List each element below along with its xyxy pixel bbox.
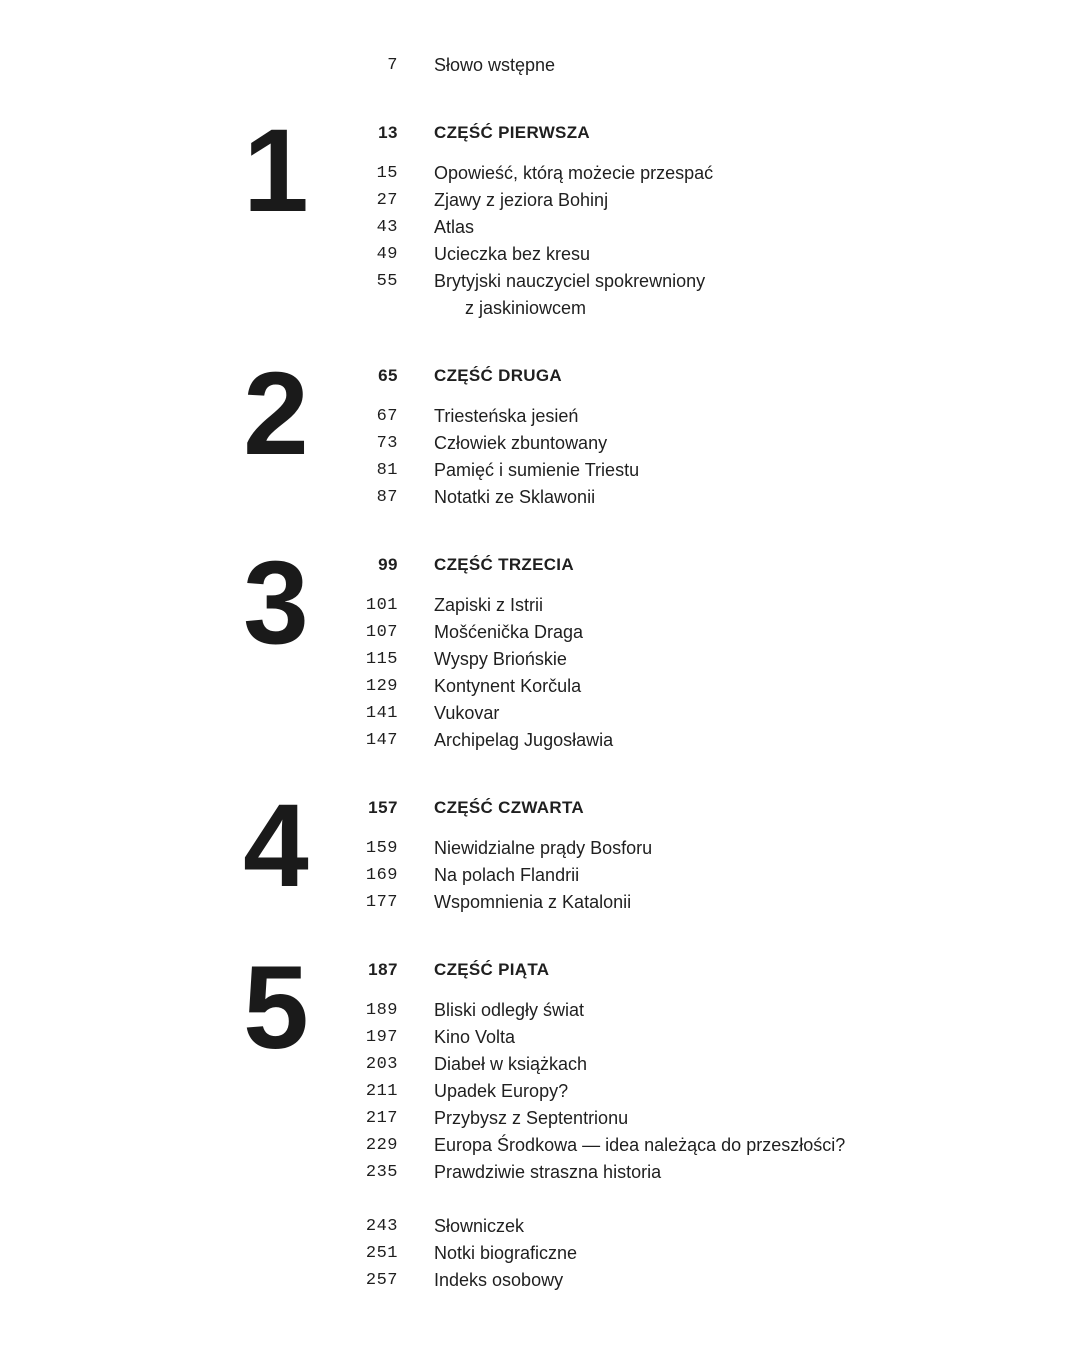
part-title: CZĘŚĆ CZWARTA bbox=[434, 798, 584, 817]
toc-entry bbox=[0, 214, 1080, 241]
part-numeral-5: 5 bbox=[243, 942, 309, 1074]
toc-entry-preface bbox=[0, 52, 1080, 79]
entry-title: Upadek Europy? bbox=[434, 1081, 569, 1101]
page-number: 65 bbox=[378, 366, 398, 385]
page-number: 217 bbox=[365, 1109, 398, 1128]
page-number: 115 bbox=[365, 650, 398, 669]
entry-title: Słowniczek bbox=[434, 1216, 525, 1236]
entry-title: Pamięć i sumienie Triestu bbox=[434, 460, 640, 480]
page-number: 87 bbox=[376, 488, 398, 507]
page-number: 55 bbox=[376, 272, 398, 291]
part-title: CZĘŚĆ DRUGA bbox=[434, 366, 562, 385]
entry-title: Przybysz z Septentrionu bbox=[434, 1108, 629, 1128]
page-number: 177 bbox=[365, 893, 398, 912]
entry-title: Notatki ze Sklawonii bbox=[434, 487, 596, 507]
toc-entry bbox=[0, 997, 1080, 1024]
entry-title: Na polach Flandrii bbox=[434, 865, 580, 885]
entry-title: Archipelag Jugosławia bbox=[434, 730, 614, 750]
page-number: 243 bbox=[365, 1217, 398, 1236]
toc-entry bbox=[0, 619, 1080, 646]
page-number: 169 bbox=[365, 866, 398, 885]
page-number: 157 bbox=[368, 798, 398, 817]
toc-entry-back-matter bbox=[0, 1240, 1080, 1267]
entry-title: Człowiek zbuntowany bbox=[434, 433, 608, 453]
toc-entry bbox=[0, 592, 1080, 619]
toc-entry bbox=[0, 646, 1080, 673]
entry-title: Bliski odległy świat bbox=[434, 1000, 585, 1020]
toc-entry bbox=[0, 1105, 1080, 1132]
entry-title: Słowo wstępne bbox=[434, 55, 556, 75]
entry-title: Prawdziwie straszna historia bbox=[434, 1162, 662, 1182]
page-number: 187 bbox=[368, 960, 398, 979]
page-number: 27 bbox=[376, 191, 398, 210]
toc-entry-back-matter bbox=[0, 1267, 1080, 1294]
part-numeral-3: 3 bbox=[243, 537, 309, 669]
page-number: 15 bbox=[376, 164, 398, 183]
page-number: 7 bbox=[387, 56, 398, 75]
page-number: 197 bbox=[365, 1028, 398, 1047]
entry-title: Wspomnienia z Katalonii bbox=[434, 892, 632, 912]
part-numeral-4: 4 bbox=[243, 780, 309, 912]
toc-entry bbox=[0, 1024, 1080, 1051]
page-number: 49 bbox=[376, 245, 398, 264]
page-number: 189 bbox=[365, 1001, 398, 1020]
page-number: 107 bbox=[365, 623, 398, 642]
part-heading-1 bbox=[0, 119, 1080, 146]
entry-title: Opowieść, którą możecie przespać bbox=[434, 163, 714, 183]
entry-title: Indeks osobowy bbox=[434, 1270, 564, 1290]
toc-entry bbox=[0, 457, 1080, 484]
page-number: 251 bbox=[365, 1244, 398, 1263]
toc-entry bbox=[0, 727, 1080, 754]
toc-entry bbox=[0, 700, 1080, 727]
part-title: CZĘŚĆ PIERWSZA bbox=[434, 123, 590, 142]
entry-title: Diabeł w książkach bbox=[434, 1054, 588, 1074]
toc-entry bbox=[0, 268, 1080, 295]
page-number: 13 bbox=[378, 123, 398, 142]
toc-entry bbox=[0, 484, 1080, 511]
entry-title: Triesteńska jesień bbox=[434, 406, 579, 426]
toc-entry bbox=[0, 187, 1080, 214]
entry-title: Notki biograficzne bbox=[434, 1243, 578, 1263]
part-heading-2 bbox=[0, 362, 1080, 389]
entry-title: Atlas bbox=[434, 217, 475, 237]
toc-entry bbox=[0, 889, 1080, 916]
toc-entry bbox=[0, 862, 1080, 889]
entry-title: Mošćenička Draga bbox=[434, 622, 584, 642]
toc-entry bbox=[0, 430, 1080, 457]
page-number: 67 bbox=[376, 407, 398, 426]
toc-entry bbox=[0, 835, 1080, 862]
part-title: CZĘŚĆ TRZECIA bbox=[434, 555, 574, 574]
page-number: 235 bbox=[365, 1163, 398, 1182]
entry-title: Brytyjski nauczyciel spokrewniony bbox=[434, 271, 706, 291]
entry-title-continuation: z jaskiniowcem bbox=[465, 298, 587, 318]
entry-title: Kino Volta bbox=[434, 1027, 516, 1047]
part-title: CZĘŚĆ PIĄTA bbox=[434, 960, 550, 979]
page-number: 257 bbox=[365, 1271, 398, 1290]
entry-title: Wyspy Briońskie bbox=[434, 649, 567, 669]
part-heading-5 bbox=[0, 956, 1080, 983]
entry-title: Ucieczka bez kresu bbox=[434, 244, 591, 264]
toc-entry bbox=[0, 673, 1080, 700]
page-number: 99 bbox=[378, 555, 398, 574]
entry-title: Vukovar bbox=[434, 703, 500, 723]
part-heading-3 bbox=[0, 551, 1080, 578]
toc-entry bbox=[0, 1078, 1080, 1105]
entry-title: Zapiski z Istrii bbox=[434, 595, 544, 615]
toc-entry bbox=[0, 160, 1080, 187]
page-number: 229 bbox=[365, 1136, 398, 1155]
toc-entry bbox=[0, 241, 1080, 268]
entry-title: Niewidzialne prądy Bosforu bbox=[434, 838, 653, 858]
part-numeral-2: 2 bbox=[243, 348, 309, 480]
page-number: 203 bbox=[365, 1055, 398, 1074]
toc-entry bbox=[0, 1159, 1080, 1186]
page-number: 43 bbox=[376, 218, 398, 237]
entry-title: Kontynent Korčula bbox=[434, 676, 582, 696]
page-number: 73 bbox=[376, 434, 398, 453]
page-number: 129 bbox=[365, 677, 398, 696]
toc-entry-continuation bbox=[0, 295, 1080, 322]
entry-title: Zjawy z jeziora Bohinj bbox=[434, 190, 609, 210]
toc-entry-back-matter bbox=[0, 1213, 1080, 1240]
page-number: 101 bbox=[365, 596, 398, 615]
page-number: 141 bbox=[365, 704, 398, 723]
page-number: 211 bbox=[365, 1082, 398, 1101]
page-number: 81 bbox=[376, 461, 398, 480]
part-numeral-1: 1 bbox=[243, 105, 309, 237]
toc-entry bbox=[0, 1132, 1080, 1159]
page-number: 147 bbox=[365, 731, 398, 750]
toc-entry bbox=[0, 1051, 1080, 1078]
toc-entry bbox=[0, 403, 1080, 430]
page-number: 159 bbox=[365, 839, 398, 858]
entry-title: Europa Środkowa — idea należąca do przeszłości? bbox=[434, 1135, 846, 1155]
part-heading-4 bbox=[0, 794, 1080, 821]
